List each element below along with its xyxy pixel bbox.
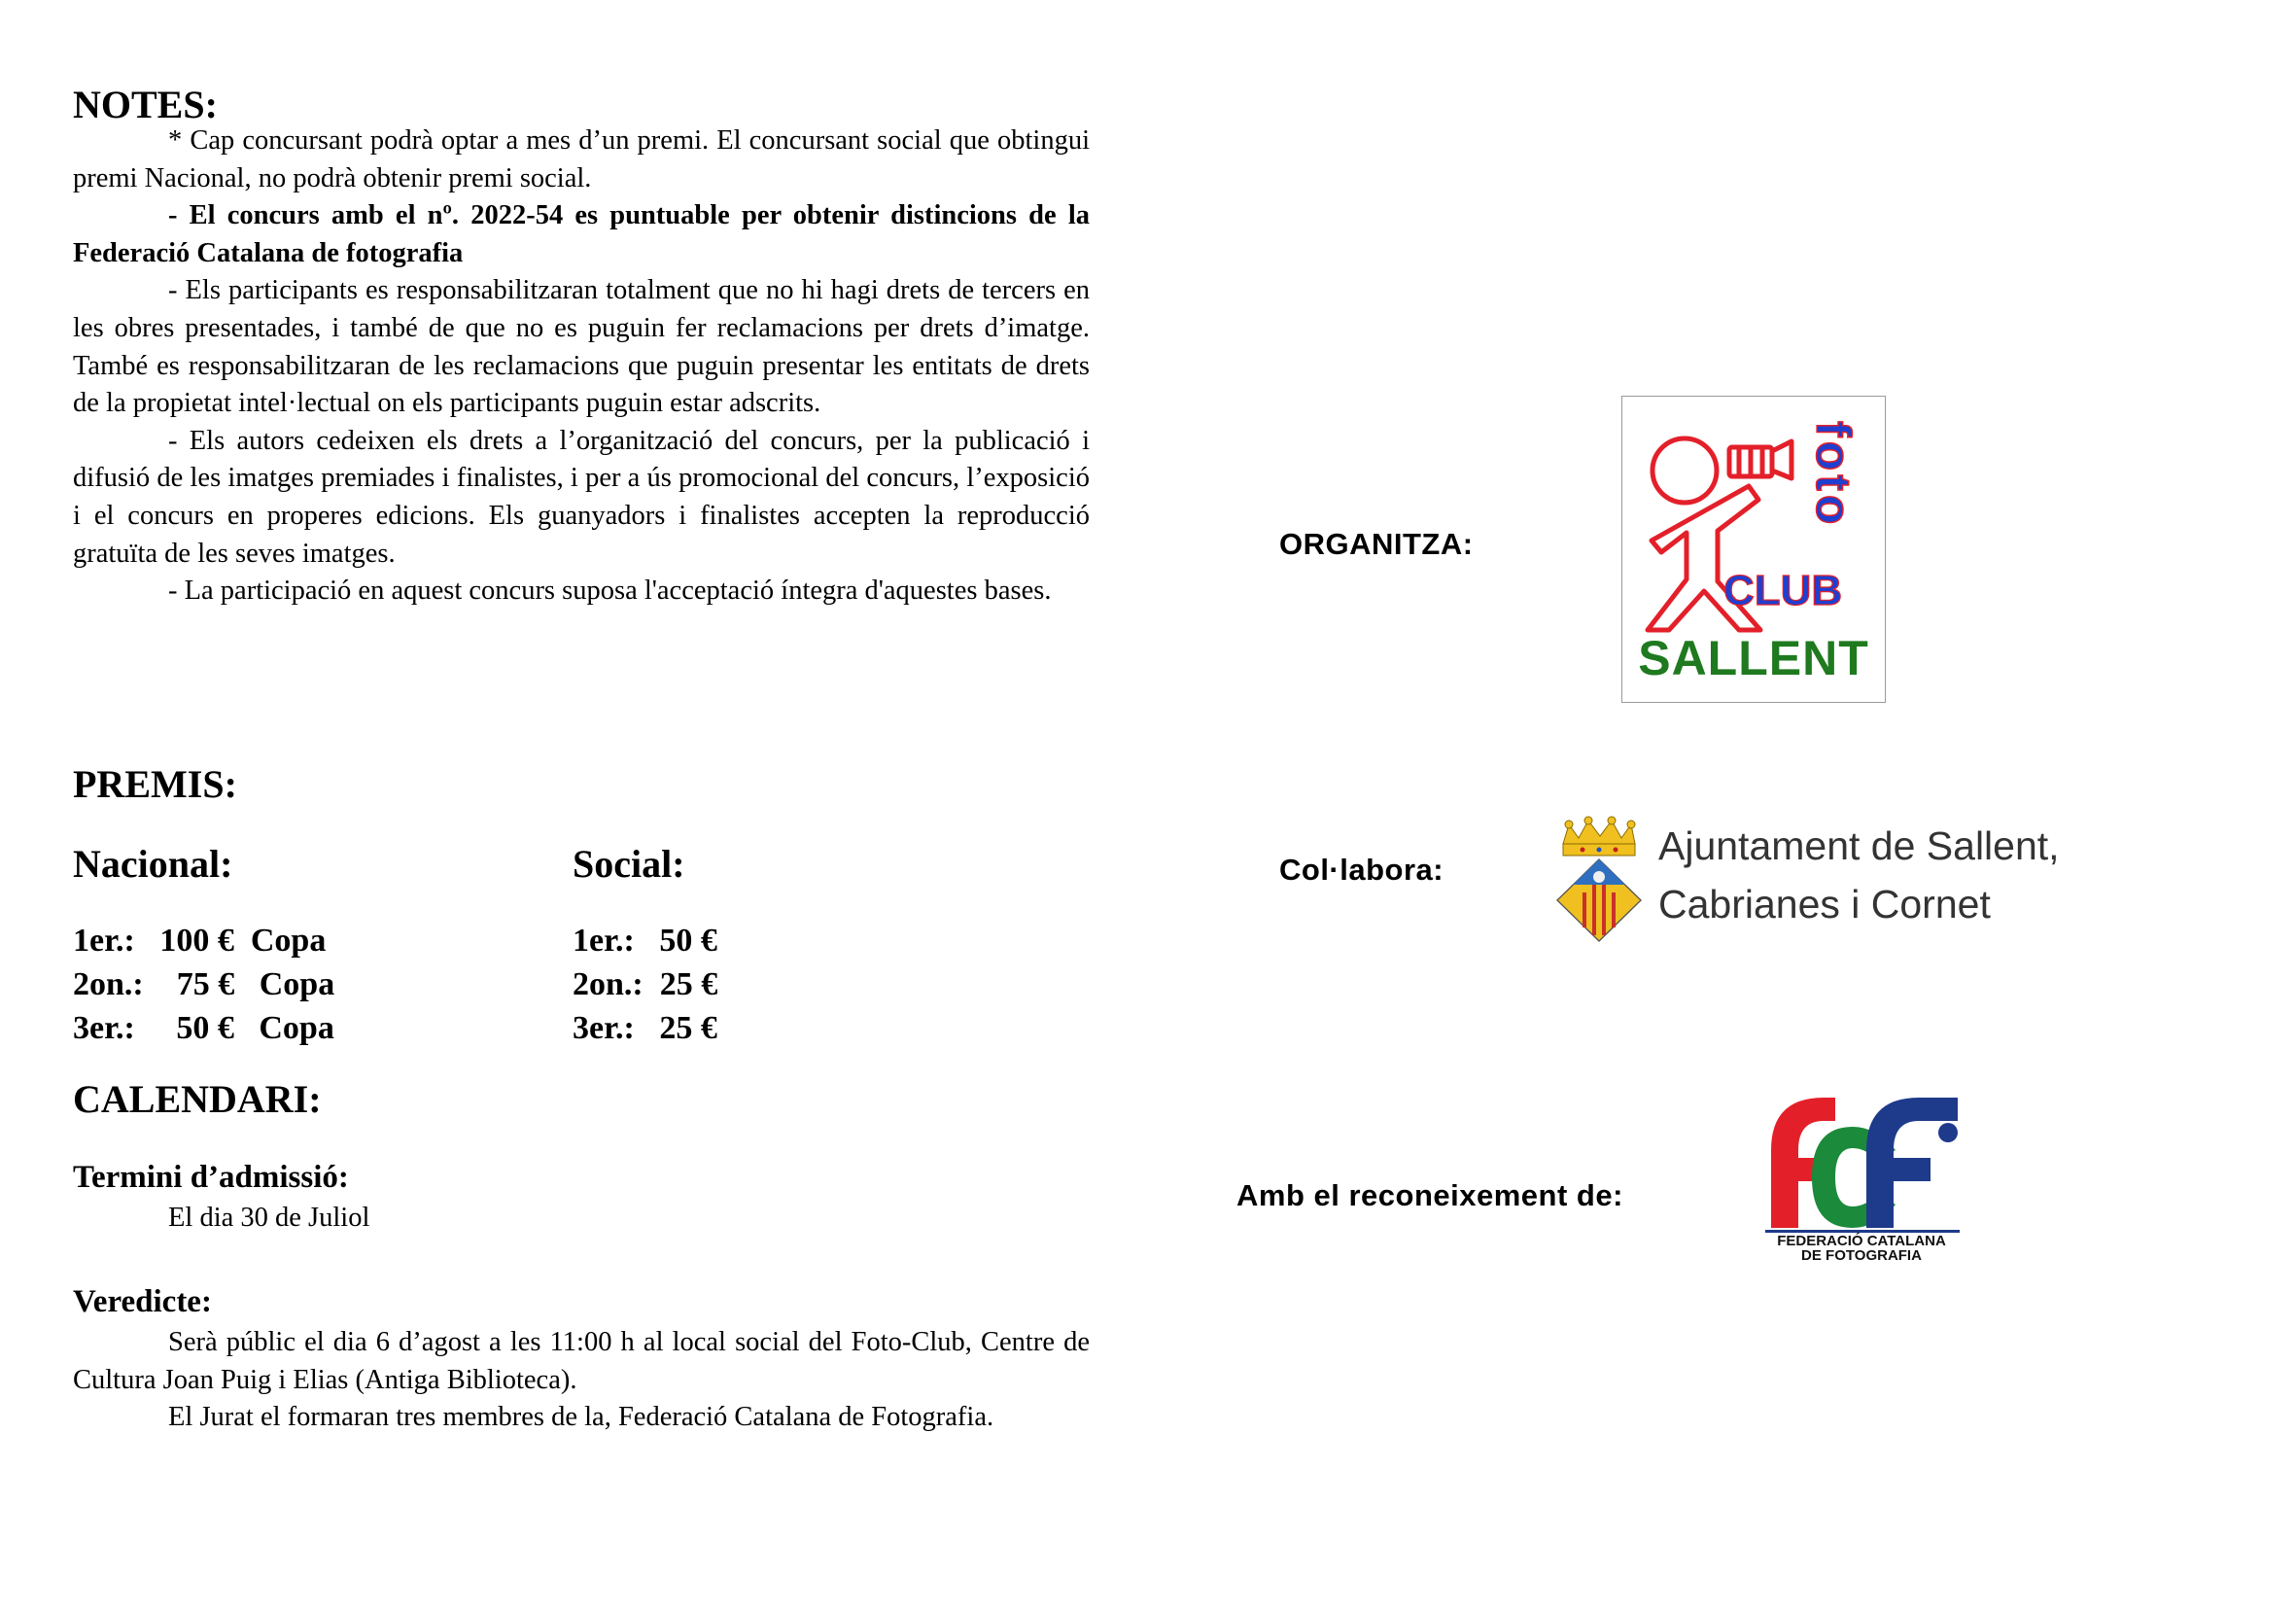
notes-paragraph-3: - Els participants es responsabilitzaran totalment que no hi hagi drets de tercers en les obres presentades, i també de que no es puguin fer reclamacions per drets d’imatge. També es responsabilitzaran de les reclamacions que puguin presentar les entitats de drets de la propietat intel·lectual on els participants puguin estar adscrits. — [73, 275, 1090, 419]
crown-icon — [1563, 817, 1635, 856]
notes-heading: NOTES: — [73, 83, 218, 126]
reconeixement-label: Amb el reconeixement de: — [1236, 1178, 1623, 1212]
left-column — [73, 83, 1090, 611]
club-text: CLUB — [1723, 567, 1843, 614]
nacional-heading: Nacional: — [73, 842, 233, 886]
notes-paragraph-1: * Cap concursant podrà optar a mes d’un premi. El concursant social que obtingui premi Nacional, no podrà obtenir premi social. — [73, 125, 1090, 193]
coat-of-arms-icon — [1555, 815, 1645, 943]
social-prize-3: 3er.: 25 € — [573, 1010, 717, 1046]
notes-paragraph-2: - El concurs amb el nº. 2022-54 es puntuable per obtenir distincions de la Federació Catalana de fotografia — [73, 200, 1090, 268]
calendari-heading: CALENDARI: — [73, 1077, 322, 1121]
fcf-blue-f — [1866, 1098, 1958, 1228]
ajuntament-line-1: Ajuntament de Sallent, — [1658, 823, 2060, 868]
collabora-label: Col·labora: — [1279, 853, 1444, 887]
nacional-prize-3: 3er.: 50 € Copa — [73, 1010, 334, 1046]
fcf-line-1: FEDERACIÓ CATALANA — [1777, 1233, 1946, 1249]
termini-heading: Termini d’admissió: — [73, 1160, 349, 1195]
veredicte-block — [73, 1324, 1090, 1437]
social-prize-1: 1er.: 50 € — [573, 923, 717, 959]
ajuntament-logo — [1555, 815, 2139, 946]
nacional-prize-2: 2on.: 75 € Copa — [73, 966, 335, 1002]
social-prize-2: 2on.: 25 € — [573, 966, 718, 1002]
social-heading: Social: — [573, 842, 685, 886]
fotoclub-logo-graphic — [1622, 397, 1885, 702]
notes-paragraph-5: - La participació en aquest concurs suposa l'acceptació íntegra d'aquestes bases. — [168, 576, 1052, 607]
fcf-logo-graphic — [1759, 1094, 1964, 1264]
social-prize-list — [573, 919, 717, 1050]
veredicte-paragraph-1: Serà públic el dia 6 d’agost a les 11:00 h al local social del Foto-Club, Centre de Cultura Joan Puig i Elias (Antiga Biblioteca). — [73, 1327, 1090, 1395]
ajuntament-line-2: Cabrianes i Cornet — [1658, 882, 1991, 926]
veredicte-heading: Veredicte: — [73, 1284, 212, 1319]
sallent-text: SALLENT — [1638, 631, 1869, 685]
fcf-logo — [1759, 1094, 1964, 1264]
shield-icon — [1557, 859, 1641, 941]
organitza-label: ORGANITZA: — [1279, 527, 1474, 561]
veredicte-paragraph-2: El Jurat el formaran tres membres de la, Federació Catalana de Fotografia. — [168, 1402, 994, 1433]
premis-heading: PREMIS: — [73, 762, 237, 806]
fcf-line-2: DE FOTOGRAFIA — [1801, 1247, 1922, 1264]
foto-text: foto — [1806, 421, 1861, 529]
notes-paragraph-4: - Els autors cedeixen els drets a l’organització del concurs, per la publicació i difusió de les imatges premiades i finalistes, i per a ús promocional del concurs, l’exposició i el concurs en properes edicions. Els guanyadors i finalistes accepten la reproducció gratuïta de les seves imatges. — [73, 425, 1090, 569]
termini-text: El dia 30 de Juliol — [168, 1203, 370, 1233]
fotoclub-sallent-logo — [1621, 396, 1886, 703]
nacional-prize-1: 1er.: 100 € Copa — [73, 923, 327, 959]
nacional-prize-list — [73, 919, 334, 1050]
